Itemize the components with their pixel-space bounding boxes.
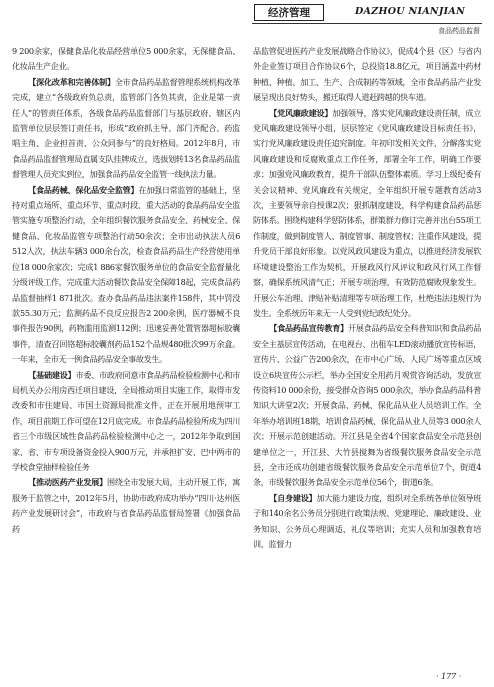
paragraph-text: 全市食品药品监督管理系统机构改革完成，建立“各级政府负总责，监管部门各负其责，企业是第一责任人”的管责任体系，各级食品药品监督部门与基层政府、辖区内监管单位层层签订责任书，形成“政府抓主导、部门齐配合、药监唱主角、企业担首责、公众同参与”的良好格局。2012年8月，市食品药品监督管理局直属支队挂牌成立，选拔划转13名食品药品监督管理人员充实到位，加强食品药品安全监管一线执法力量。 xyxy=(12,76,240,180)
section-heading: 【自身建设】 xyxy=(269,492,317,503)
page-number: · 177 · xyxy=(436,672,462,681)
page-header xyxy=(0,0,494,35)
section-heading: 【基础建设】 xyxy=(28,369,76,380)
paragraph xyxy=(12,183,240,368)
paragraph-text: 加强领导，落实党风廉政建设责任制，成立党风廉政建设领导小组，层层签定《党风廉政建设目标责任书》，实行党风廉政建设责任追究制度。年初印发相关文件，分解落实党风廉政建设和反腐败重点工作任务，部署全年工作，明确工作要求；加强党风廉政教育，提升干部队伍整体素质。学习上级纪委有关会议精神、党风廉政有关规定，全年组织开展专题教育活动3次，主要领导亲自授课2次；狠抓制度建设，科学构建食品药品惩防体系。围绕构建科学惩防体系，群策群力修订完善并出台55项工作制度，做到制度管人、制度管事、制度管权；注重作风建设，提升党员干部良好形象。以党风政风建设为重点，以推进经济发展软环境建设整治工作为契机，开展政风行风评议和政风行风工作督察，确保系统风清气正；开展专项治理，有效防范腐败现象发生。开展公车治理、津贴补贴清理等专项治理工作，杜绝违法违规行为发生。全系统历年来无一人受到党纪政纪处分。 xyxy=(253,107,481,318)
paragraph-text: 开展食品药品安全科普知识和食品药品安全主基层宣传活动，在电视台、出租车LED滚动播放宣传标语，宣传片、公益广告200余次，在市中心广场、人民广场等重点区域设立6块宣传公示栏，举办全国安全用药月观赏咨询活动，发放宣传资料10 000余份，接受群众咨询5 000余次，举办食品药品科普知识大讲堂2次；开展食品、药械、保化品从业人员培训工作。全年举办培训班18期，培训食品药械、保化品从业人员等3 000余人次；开展示范创建活动。开江县是全省4个国家食品安全示范县创建单位之一，开江县、大竹县搅舞为省级餐饮服务食品安全示范县，全市还成功创建省级餐饮服务食品安全示范单位7个，街道4条，市级餐饮服务食品安全示范单位56个，街道6条。 xyxy=(253,323,481,488)
section-heading: 【推动医药产业发展】 xyxy=(28,477,107,488)
paragraph xyxy=(12,475,240,537)
paragraph xyxy=(253,491,481,553)
paragraph xyxy=(253,321,481,490)
section-heading: 【食品药品宣传教育】 xyxy=(269,323,348,334)
paragraph xyxy=(253,106,481,322)
section-heading: 【深化改革和完善体制】 xyxy=(28,76,115,87)
paragraph xyxy=(253,44,481,106)
section-title: 经济管理 xyxy=(254,4,324,21)
paragraph-text: 在加强日常监管的基础上，坚持对重点场所、重点环节、重点时段、重大活动的食品药品安全监管实施专项整治行动，全年组织餐饮服务食品安全、药械安全、保健食品、化妆品监管专项整治行动50余次；全市出动执法人员6 512人次，执法车辆3 000余台次，检查食品药品生产经营使用单位18 000余家次；完成1 886家餐饮服务单位的食品安全监督量化分级评级工作，完成重大活动餐饮食品安全保障18起，完成食品药品监督抽样1 871批次。查办食品药品违法案件158件，其中罚没款55.30万元；监测药品不良反应报告2 200余例，医疗器械不良事件报告90例，药物滥用监测112例；迅速妥善处置管器超标胶囊事件，清查召回铬超标胶囊剂药品152个品规480批次99万余盒。一年来，全市无一例食品药品安全事故发生。 xyxy=(12,184,240,365)
section-heading: 【党风廉政建设】 xyxy=(269,107,333,118)
paragraph-text: 加大能力建设力度，组织对全系统各单位领导班子和140余名公务员分别进行政策法规、党建理论、廉政建设、业务知识、公务员心理调适、礼仪等培训；充实人员和加强教育培训，监督力 xyxy=(253,492,481,549)
paragraph xyxy=(12,44,240,75)
subsection-label: 食品药品监督 xyxy=(438,27,480,35)
left-column xyxy=(12,44,240,537)
paragraph-text: 市委、市政府同意市食品药品检验检测中心和市局机关办公用房西迁项目建设，全局推动项目实施工作，取得市发改委和市住建局、市国土资源局批准文件，正在开展用地预审工作，项目前期工作可望在12月底完成。市食品药品检验所成为四川省三个市级区域性食品药品检验检测中心之一，2012年争取到国家、省、市专项设备资金投入900万元，并承担扩安、巴中两市的学校食堂抽样检验任务 xyxy=(12,369,240,472)
header-rule xyxy=(252,23,482,24)
journal-name: DAZHOU NIANJIAN xyxy=(355,6,466,17)
right-column xyxy=(253,44,481,552)
paragraph xyxy=(12,368,240,476)
paragraph-text: 围绕全市发展大局，主动开展工作，寓服务于监管之中，2012年5月，协助市政府成功举办“四川·达州医药产业发展研讨会”，市政府与省食品药品监督局签署《加强食品药 xyxy=(12,477,240,534)
paragraph-text: 9 200余家，保健食品化妆品经营单位5 000余家，无保健食品、化妆品生产企业。 xyxy=(12,46,240,72)
section-heading: 【食品药械、保化品安全监管】 xyxy=(28,184,139,195)
paragraph-text: 品监管促进医药产业发展战略合作协议》，促成4个县（区）与省内外企业签订项目合作协议6个，总投资18.8亿元，项目涵盖中药材种植、种植、加工、生产、合成制药等领域，全市食品药品产业发展呈现出良好势头，搬迁取得人道赶跨越的快车道。 xyxy=(253,46,481,103)
paragraph xyxy=(12,75,240,183)
